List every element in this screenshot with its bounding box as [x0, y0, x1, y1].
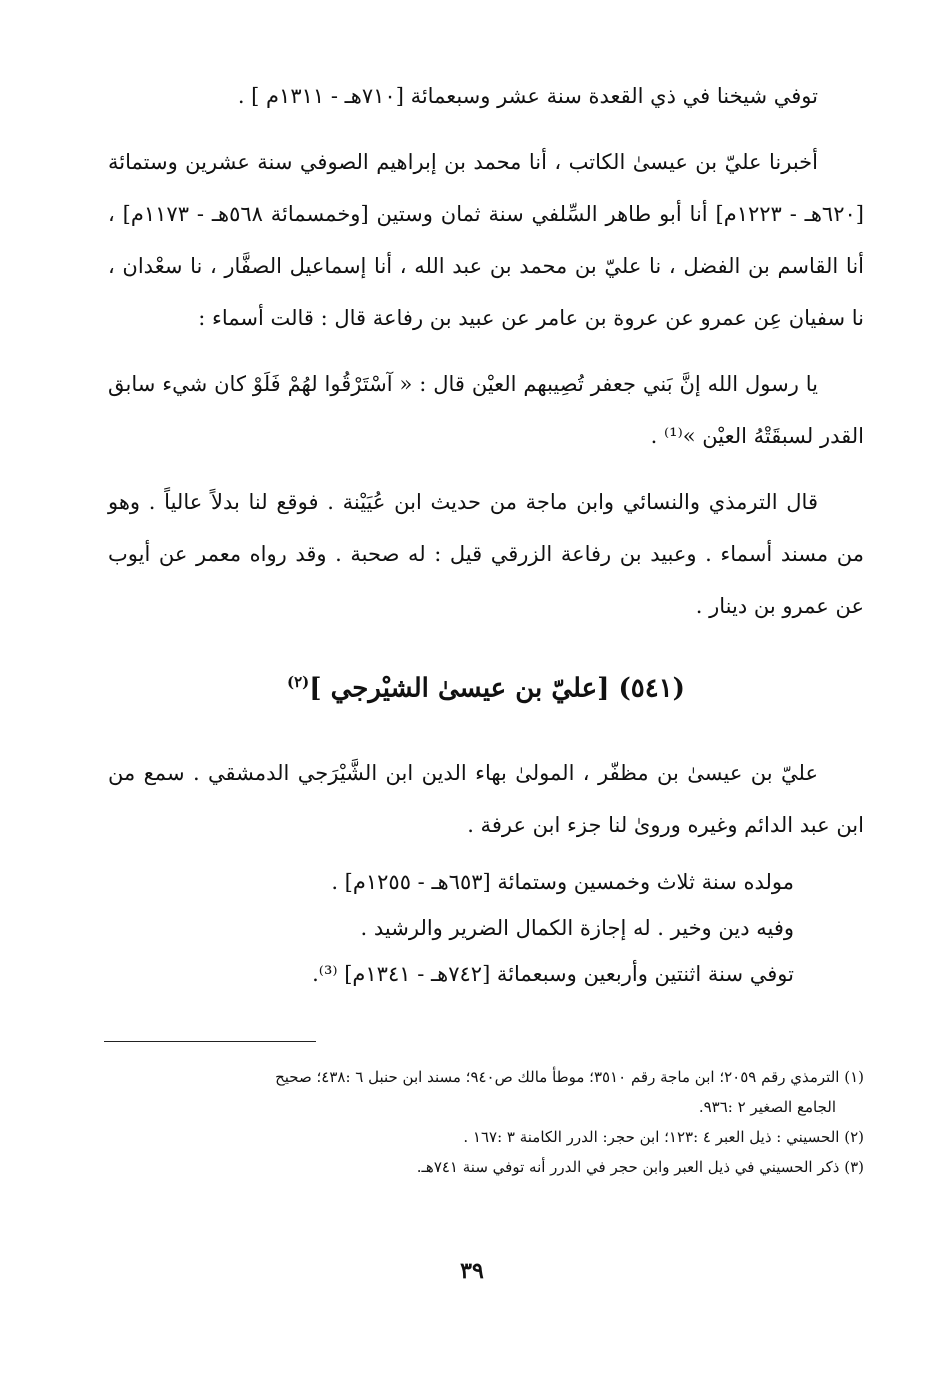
birth-line: مولده سنة ثلاث وخمسين وستمائة [٦٥٣هـ - ١٢٥٥م] . — [331, 869, 794, 894]
footnote-2: (٢) الحسيني : ذيل العبر ٤ :١٢٣؛ ابن حجر: الدرر الكامنة ٣ :١٦٧ . — [463, 1127, 864, 1146]
biography-details — [108, 859, 864, 997]
death-line: توفي سنة اثنتين وأربعين وسبعمائة [٧٤٢هـ - ١٣٤١م] ⁽³⁾. — [312, 961, 794, 986]
commentary-paragraph: قال الترمذي والنسائي وابن ماجة من حديث ابن عُيَيْنة . فوقع لنا بدلاً عالياً . وهو من مسند أسماء . وعبيد بن رفاعة الزرقي قيل : له صحبة . وقد رواه معمر عن أيوب عن عمرو بن دينار . — [108, 490, 864, 618]
entry-heading-note: (٢) — [287, 673, 310, 691]
footnotes — [108, 1062, 864, 1182]
death-date-line: توفي شيخنا في ذي القعدة سنة عشر وسبعمائة [٧١٠هـ - ١٣١١م ] . — [237, 84, 818, 108]
page-number: ٣٩ — [460, 1258, 484, 1284]
footnote-divider — [104, 1041, 316, 1042]
footnote-1: (١) الترمذي رقم ٢٠٥٩؛ ابن ماجة رقم ٣٥١٠؛ موطأ مالك ص٩٤٠؛ مسند ابن حنبل ٦ :٤٣٨؛ صحيح — [275, 1067, 864, 1086]
footnote-1-continued: الجامع الصغير ٢ :٩٣٦. — [698, 1097, 836, 1116]
entry-heading — [108, 654, 864, 717]
page-body — [108, 70, 864, 1182]
biography-paragraph: عليّ بن عيسىٰ بن مظفّر ، المولىٰ بهاء الدين ابن الشَّيْرَجي الدمشقي . سمع من ابن عبد الدائم وغيره وروىٰ لنا جزء ابن عرفة . — [108, 760, 864, 837]
ijaza-line: وفيه دين وخير . له إجازة الكمال الضرير والرشيد . — [360, 915, 794, 940]
footnote-3: (٣) ذكر الحسيني في ذيل العبر وابن حجر في الدرر أنه توفي سنة ٧٤١هـ. — [416, 1157, 864, 1176]
entry-heading-text: (٥٤١) [عليّ بن عيسىٰ الشيْرجي ] — [309, 673, 685, 704]
isnad-paragraph: أخبرنا عليّ بن عيسىٰ الكاتب ، أنا محمد بن إبراهيم الصوفي سنة عشرين وستمائة [٦٢٠هـ - ١٢٢٣م] أنا أبو طاهر السِّلفي سنة ثمان وستين [وخمسمائة ٥٦٨هـ - ١١٧٣م] ، أنا القاسم بن الفضل ، نا عليّ بن محمد بن عبد الله ، أنا إسماعيل الصفَّار ، نا سعْدان ، نا سفيان عِن عمرو عن عروة بن عامر عن عبيد بن رفاعة قال : قالت أسماء : — [108, 150, 864, 330]
hadith-paragraph: يا رسول الله إنَّ بَني جعفر تُصِيبهم العيْن قال : « آسْتَرْقُوا لهُمْ فَلَوْ كان شيء سابق القدر لسبقَتْهُ العيْن »⁽¹⁾ . — [108, 372, 864, 448]
